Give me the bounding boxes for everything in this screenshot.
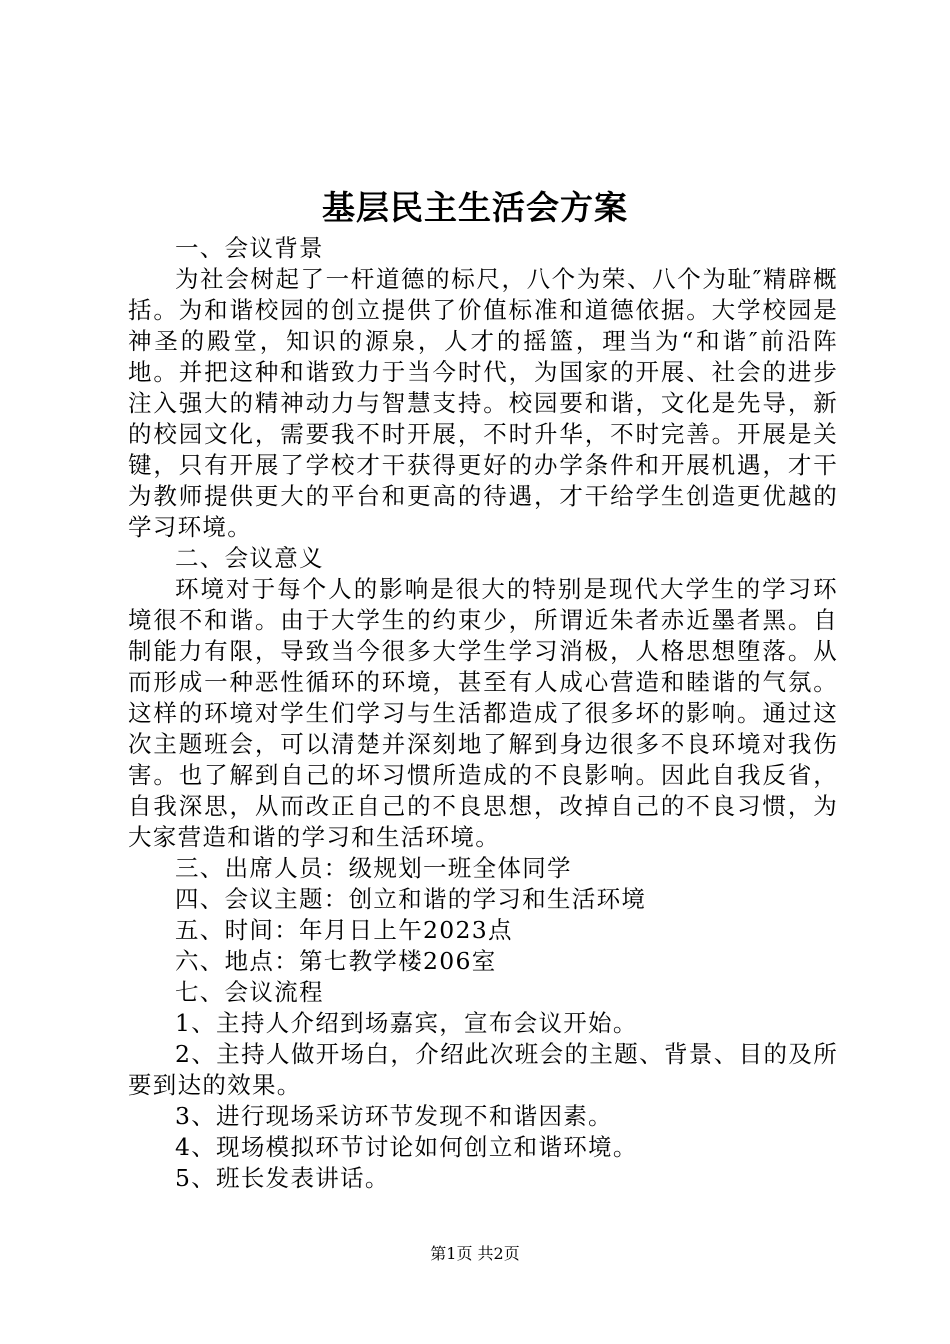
document-title: 基层民主生活会方案 [322, 188, 628, 227]
process-step-1: 1、主持人介绍到场嘉宾，宣布会议开始。 [175, 1009, 638, 1037]
process-step-5: 5、班长发表讲话。 [175, 1164, 390, 1192]
paragraph-background: 为社会树起了一杆道德的标尺，八个为荣、八个为耻″精辟概括。为和谐校园的创立提供了价值标准和道德依据。大学校园是神圣的殿堂，知识的源泉，人才的摇篮，理当为“和谐″前沿阵地。并把这种和谐致力于当今时代，为国家的开展、社会的进步注入强大的精神动力与智慧支持。校园要和谐，文化是先导，新的校园文化，需要我不时开展，不时升华，不时完善。开展是关键，只有开展了学校才干获得更好的办学条件和开展机遇，才干为教师提供更大的平台和更高的待遇，才干给学生创造更优越的学习环境。 [128, 265, 838, 541]
theme-line: 四、会议主题：创立和谐的学习和生活环境 [175, 885, 647, 913]
page-footer: 第1页 共2页 [430, 1244, 520, 1263]
paragraph-significance: 环境对于每个人的影响是很大的特别是现代大学生的学习环境很不和谐。由于大学生的约束少，所谓近朱者赤近墨者黑。自制能力有限，导致当今很多大学生学习消极，人格思想堕落。从而形成一种恶性循环的环境，甚至有人成心营造和睦谐的气氛。这样的环境对学生们学习与生活都造成了很多坏的影响。通过这次主题班会，可以清楚并深刻地了解到身边很多不良环境对我伤害。也了解到自己的坏习惯所造成的不良影响。因此自我反省，自我深思，从而改正自己的不良思想，改掉自己的不良习惯，为大家营造和谐的学习和生活环境。 [128, 575, 838, 851]
section-heading-process: 七、会议流程 [175, 978, 324, 1006]
location-line: 六、地点：第七教学楼206室 [175, 947, 497, 975]
time-line: 五、时间：年月日上午2023点 [175, 916, 513, 944]
section-heading-background: 一、会议背景 [175, 234, 324, 262]
section-heading-significance: 二、会议意义 [175, 544, 324, 572]
process-step-4: 4、现场模拟环节讨论如何创立和谐环境。 [175, 1133, 638, 1161]
process-step-3: 3、进行现场采访环节发现不和谐因素。 [175, 1102, 613, 1130]
process-step-2: 2、主持人做开场白，介绍此次班会的主题、背景、目的及所要到达的效果。 [128, 1040, 838, 1099]
document-body [128, 233, 838, 1194]
attendees-line: 三、出席人员：级规划一班全体同学 [175, 854, 572, 882]
